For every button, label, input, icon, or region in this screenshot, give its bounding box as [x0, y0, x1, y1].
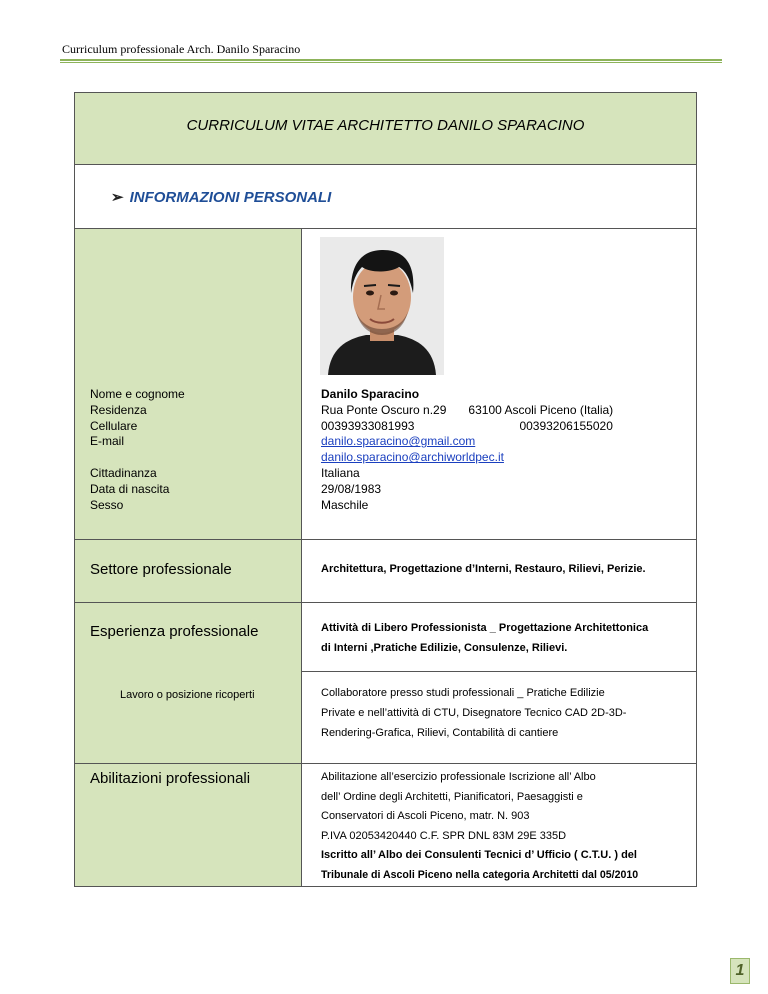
position-label: Lavoro o posizione ricoperti: [120, 689, 255, 701]
document-title: CURRICULUM VITAE ARCHITETTO DANILO SPARACINO: [186, 117, 585, 134]
person-name: Danilo Sparacino: [321, 387, 420, 401]
header-rule-thin: [60, 62, 722, 63]
label-column: [75, 764, 302, 886]
label-sex: Sesso: [90, 497, 124, 512]
position-line: Collaboratore presso studi professionali _ Pratiche Edilizie: [321, 687, 605, 699]
citizenship-value: Italiana: [321, 465, 360, 480]
phone-primary: 00393933081993: [321, 418, 415, 433]
header-rule: [60, 59, 722, 61]
qualification-line: P.IVA 02053420440 C.F. SPR DNL 83M 29E 335D: [321, 829, 567, 842]
cv-table: [74, 92, 697, 887]
label-column: [75, 229, 302, 539]
experience-description: [321, 618, 693, 658]
experience-line: di Interni ,Pratiche Edilizie, Consulenze, Rilievi.: [321, 642, 568, 654]
label-column: [75, 540, 302, 602]
personal-labels: [90, 387, 185, 513]
label-email: E-mail: [90, 434, 125, 449]
profile-photo: [320, 237, 444, 375]
sector-label: Settore professionale: [90, 561, 232, 578]
qualification-line: dell’ Ordine degli Architetti, Pianificatori, Paesaggisti e: [321, 790, 583, 803]
experience-line: Attività di Libero Professionista _ Progettazione Architettonica: [321, 622, 649, 634]
label-column: [75, 603, 302, 763]
email-link-primary[interactable]: danilo.sparacino@gmail.com: [321, 434, 476, 449]
title-row: [75, 93, 696, 165]
qualifications-description: [321, 768, 693, 885]
residence-line: [321, 403, 691, 419]
experience-label: Esperienza professionale: [90, 623, 259, 640]
section-heading: [111, 188, 331, 206]
sex-value: Maschile: [321, 497, 369, 512]
page-number: 1: [735, 962, 745, 979]
arrow-bullet-icon: ➢: [111, 189, 124, 206]
qualification-line: Tribunale di Ascoli Piceno nella categoria Architetti dal 05/2010: [321, 868, 639, 881]
qualification-line: Abilitazione all’esercizio professionale Iscrizione all’ Albo: [321, 771, 596, 783]
info-heading-row: [75, 165, 696, 229]
position-line: Rendering-Grafica, Rilievi, Contabilità di cantiere: [321, 727, 559, 739]
position-description: [321, 683, 693, 743]
residence-city: 63100 Ascoli Piceno (Italia): [468, 402, 614, 417]
sector-value: Architettura, Progettazione d’Interni, Restauro, Rilievi, Perizie.: [321, 563, 646, 575]
phone-line: [321, 419, 691, 435]
phone-secondary: 00393206155020: [519, 418, 613, 433]
qualifications-label: Abilitazioni professionali: [90, 770, 251, 787]
label-residence: Residenza: [90, 402, 147, 417]
label-citizenship: Cittadinanza: [90, 465, 157, 480]
running-header: Curriculum professionale Arch. Danilo Sparacino: [62, 42, 301, 56]
qualification-line: Conservatori di Ascoli Piceno, matr. N. 903: [321, 810, 530, 822]
qualification-line: Iscritto all’ Albo dei Consulenti Tecnici d’ Ufficio ( C.T.U. ) del: [321, 849, 637, 861]
personal-info-row: [75, 229, 696, 540]
sector-row: [75, 540, 696, 603]
personal-values: [321, 387, 691, 513]
birth-date-value: 29/08/1983: [321, 481, 382, 496]
page-number-box: [730, 958, 750, 984]
email-link-pec[interactable]: danilo.sparacino@archiworldpec.it: [321, 450, 504, 465]
divider: [302, 671, 696, 672]
residence-address: Rua Ponte Oscuro n.29: [321, 402, 447, 417]
qualifications-row: [75, 764, 696, 886]
label-name: Nome e cognome: [90, 387, 185, 401]
section-heading-label: INFORMAZIONI PERSONALI: [129, 189, 332, 206]
label-birth-date: Data di nascita: [90, 481, 170, 496]
experience-row: [75, 603, 696, 764]
label-mobile: Cellulare: [90, 418, 138, 433]
position-line: Private e nell’attività di CTU, Disegnatore Tecnico CAD 2D-3D-: [321, 707, 627, 719]
